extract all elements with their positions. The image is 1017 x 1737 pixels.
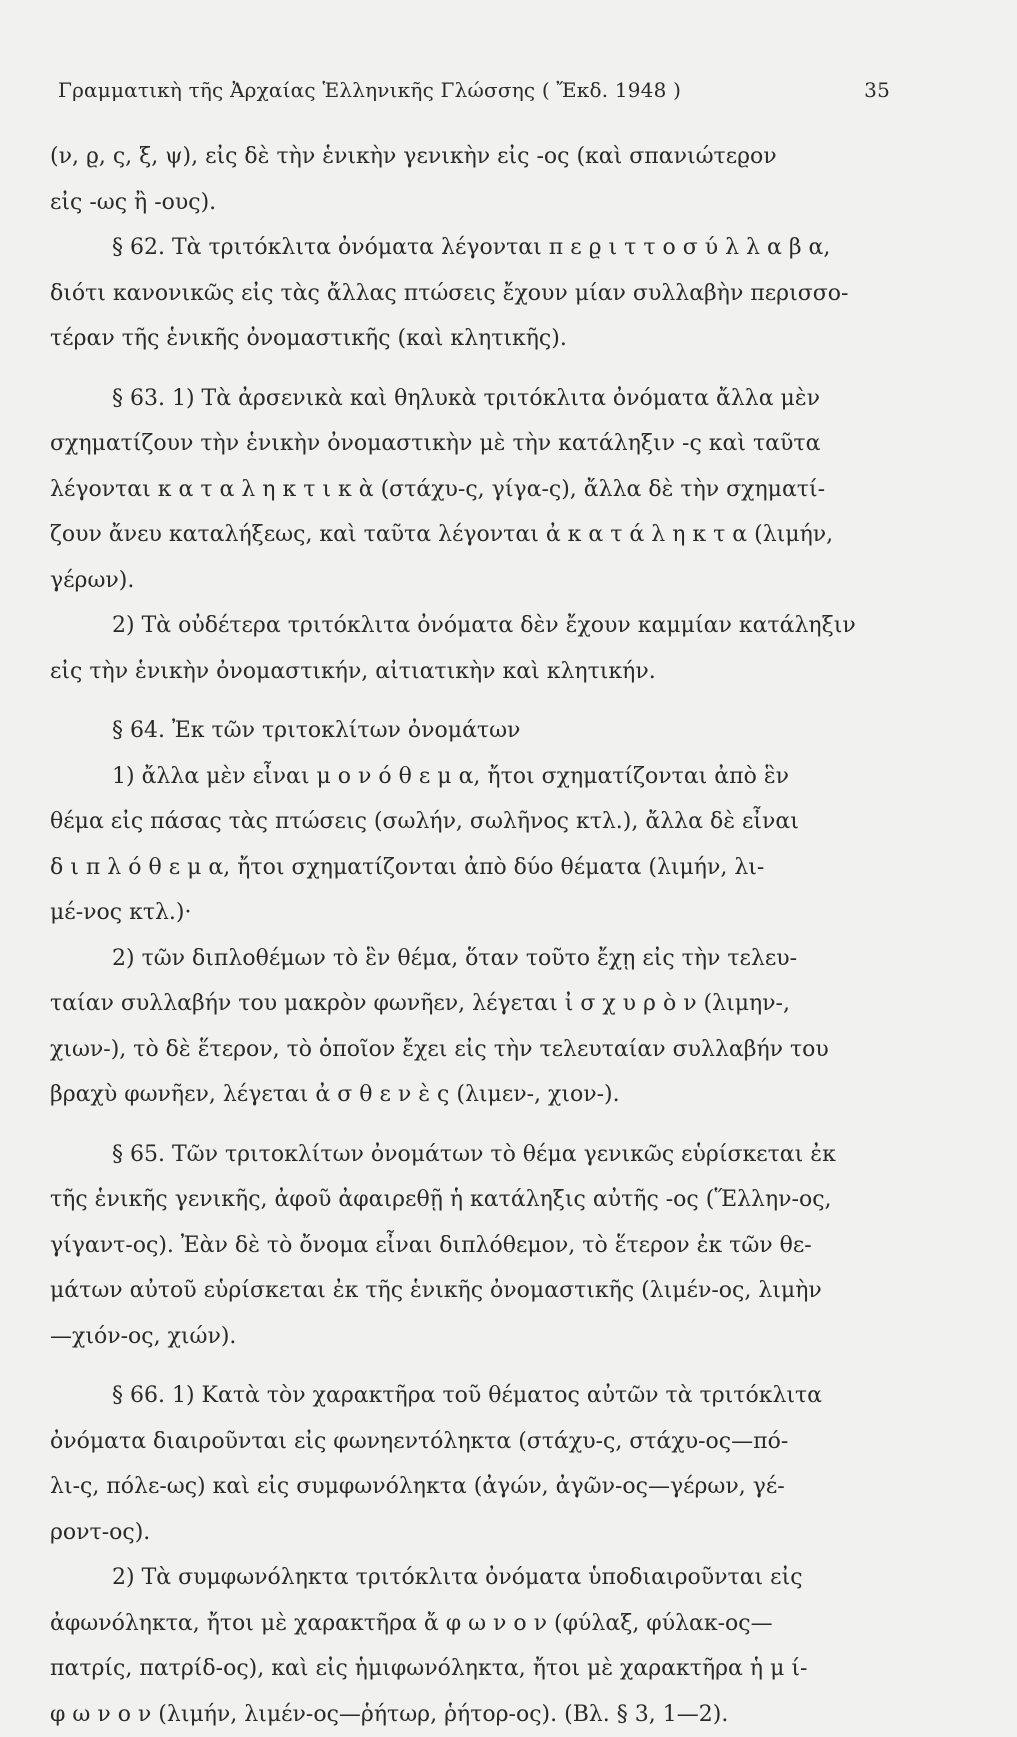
text-line: (ν, ϱ, ς, ξ, ψ), εἰς δὲ τὴν ἑνικὴν γενικὴν εἰς -ος (καὶ σπανιώτεϱον — [50, 134, 880, 180]
text-line: φ ω ν ο ν (λιμήν, λιμέν-ος—ῥήτωρ, ῥήτορ-ος). (Βλ. § 3, 1—2). — [50, 1692, 880, 1737]
section-64-heading-line: § 64. Ἐκ τῶν τριτοκλίτων ὀνομάτων — [50, 708, 880, 754]
text-line: ζουν ἄνευ καταλήξεως, καὶ ταῦτα λέγονται ἀ κ α τ ά λ η κ τ α (λιμήν, — [50, 512, 880, 558]
text-line: λέγονται κ α τ α λ η κ τ ι κ ὰ (στάχυ-ς, γίγα-ς), ἄλλα δὲ τὴν σχηματί- — [50, 467, 880, 513]
text-line: 1) ἄλλα μὲν εἶναι μ ο ν ό θ ε μ α, ἤτοι σχηματίζονται ἀπὸ ἓν — [50, 754, 880, 800]
text-line: γίγαντ-ος). Ἐὰν δὲ τὸ ὄνομα εἶναι διπλόθεμον, τὸ ἕτερον ἐκ τῶν θε- — [50, 1223, 880, 1269]
text-line: ταίαν συλλαβήν του μακρὸν φωνῆεν, λέγεται ἰ σ χ υ ρ ὸ ν (λιμην-, — [50, 981, 880, 1027]
text-line: μάτων αὐτοῦ εὑρίσκεται ἐκ τῆς ἑνικῆς ὀνομαστικῆς (λιμέν-ος, λιμὴν — [50, 1268, 880, 1314]
section-65-heading-line: § 65. Τῶν τριτοκλίτων ὀνομάτων τὸ θέμα γενικῶς εὑρίσκεται ἐκ — [50, 1132, 880, 1178]
text-line: ἀφωνόληκτα, ἤτοι μὲ χαρακτῆρα ἄ φ ω ν ο ν (φύλαξ, φύλακ-ος— — [50, 1601, 880, 1647]
text-line: —χιόν-ος, χιών). — [50, 1314, 880, 1360]
section-66-heading-line: § 66. 1) Κατὰ τὸν χαρακτῆρα τοῦ θέματος αὐτῶν τὰ τριτόκλιτα — [50, 1373, 880, 1419]
running-header — [58, 78, 880, 108]
text-line: τῆς ἑνικῆς γενικῆς, ἀφοῦ ἀφαιρεθῇ ἡ κατάληξις αὐτῆς -ος (Ἕλλην-ος, — [50, 1177, 880, 1223]
text-line: 2) Τὰ οὐδέτερα τριτόκλιτα ὀνόματα δὲν ἔχουν καμμίαν κατάληξιν — [50, 603, 880, 649]
text-line: λι-ς, πόλε-ως) καὶ εἰς συμφωνόληκτα (ἀγών, ἀγῶν-ος—γέρων, γέ- — [50, 1464, 880, 1510]
text-line: σχηματίζουν τὴν ἑνικὴν ὀνομαστικὴν μὲ τὴν κατάληξιν -ς καὶ ταῦτα — [50, 421, 880, 467]
text-line: δ ι π λ ό θ ε μ α, ἤτοι σχηματίζονται ἀπὸ δύο θέματα (λιμήν, λι- — [50, 845, 880, 891]
text-line: πατρίς, πατρίδ-ος), καὶ εἰς ἡμιφωνόληκτα, ἤτοι μὲ χαρακτῆρα ἡ μ ί- — [50, 1646, 880, 1692]
page — [50, 78, 880, 1737]
text-line: ροντ-ος). — [50, 1510, 880, 1556]
section-62-heading-line: § 62. Τὰ τριτόκλιτα ὀνόματα λέγονται π ε ϱ ι τ τ ο σ ύ λ λ α β α, — [50, 225, 880, 271]
text-line: χιων-), τὸ δὲ ἕτερον, τὸ ὁποῖον ἔχει εἰς τὴν τελευταίαν συλλαβήν του — [50, 1027, 880, 1073]
text-line: τέραν τῆς ἑνικῆς ὀνομαστικῆς (καὶ κλητικῆς). — [50, 316, 880, 362]
text-line: εἰς τὴν ἑνικὴν ὀνομαστικήν, αἰτιατικὴν καὶ κλητικήν. — [50, 649, 880, 695]
text-line: διότι κανονικῶς εἰς τὰς ἄλλας πτώσεις ἔχουν μίαν συλλαβὴν περισσο- — [50, 271, 880, 317]
text-line: ὀνόματα διαιροῦνται εἰς φωνηεντόληκτα (στάχυ-ς, στάχυ-ος—πό- — [50, 1419, 880, 1465]
text-line: 2) Τὰ συμφωνόληκτα τριτόκλιτα ὀνόματα ὑποδιαιροῦνται εἰς — [50, 1555, 880, 1601]
header-title: Γραμματικὴ τῆς Ἀρχαίας Ἑλληνικῆς Γλώσσης ( Ἔκδ. 1948 ) — [58, 78, 681, 102]
text-line: 2) τῶν διπλοθέμων τὸ ἓν θέμα, ὅταν τοῦτο ἔχῃ εἰς τὴν τελευ- — [50, 936, 880, 982]
text-line: μέ-νος κτλ.)· — [50, 890, 880, 936]
section-63-heading-line: § 63. 1) Τὰ ἀρσενικὰ καὶ θηλυκὰ τριτόκλιτα ὀνόματα ἄλλα μὲν — [50, 376, 880, 422]
text-line: γέρων). — [50, 558, 880, 604]
page-number: 35 — [864, 78, 890, 102]
text-line: εἰς -ως ἢ -ους). — [50, 180, 880, 226]
text-line: βραχὺ φωνῆεν, λέγεται ἀ σ θ ε ν ὲ ς (λιμεν-, χιον-). — [50, 1072, 880, 1118]
text-line: θέμα εἰς πάσας τὰς πτώσεις (σωλήν, σωλῆνος κτλ.), ἄλλα δὲ εἶναι — [50, 799, 880, 845]
